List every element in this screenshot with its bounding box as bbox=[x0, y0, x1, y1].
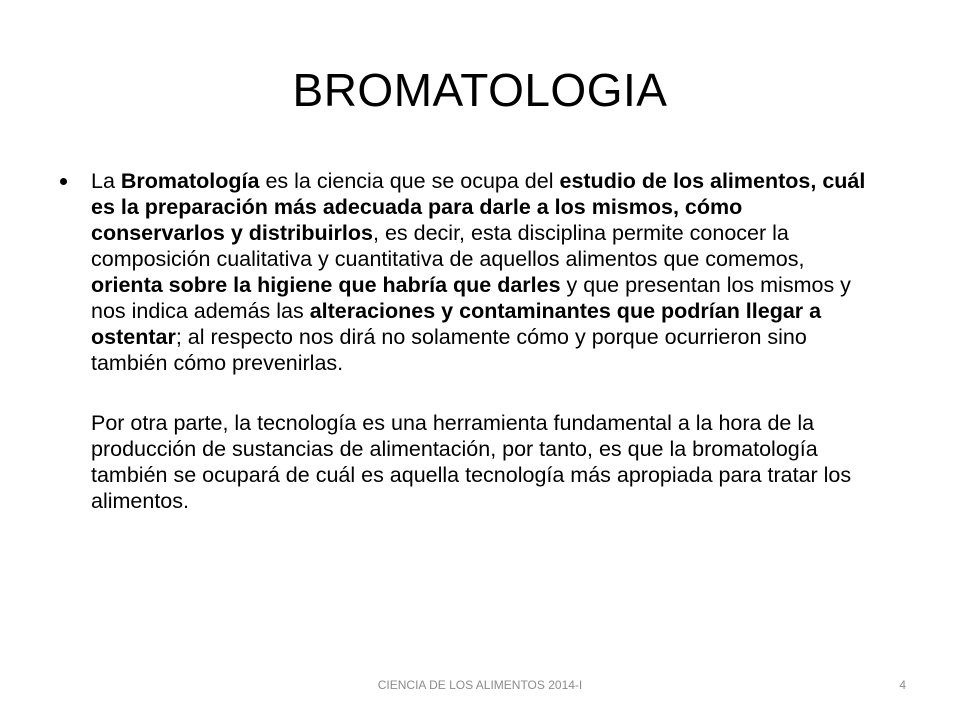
slide-body bbox=[60, 168, 880, 536]
text-run-bold: Bromatología bbox=[120, 169, 260, 193]
page-number: 4 bbox=[899, 678, 906, 692]
text-run: ; al respecto nos dirá no solamente cómo y porque ocurrieron sino también cómo prevenirlas. bbox=[91, 325, 807, 375]
text-run-bold: estudio de los alimentos, cuál es la preparación más adecuada para darle a los mismos, cómo conservarlos y distribuirlos bbox=[91, 169, 866, 245]
bullet-item bbox=[60, 168, 880, 376]
paragraph-technology: Por otra parte, la tecnología es una herramienta fundamental a la hora de la producción de sustancias de alimentación, por tanto, es que la bromatología también se ocupará de cuál es aquella tecnología más apropiada para tratar los alimentos. bbox=[91, 411, 852, 513]
footer-text: CIENCIA DE LOS ALIMENTOS 2014-I bbox=[377, 678, 583, 692]
text-run: es la ciencia que se ocupa del bbox=[259, 169, 560, 193]
text-run: , es decir, esta disciplina permite conocer la composición cualitativa y cuantitativa de aquellos alimentos que comemos, bbox=[91, 221, 805, 271]
paragraph-bromatologia-definition bbox=[91, 168, 880, 376]
text-run: y que presentan los mismos y nos indica además las bbox=[91, 273, 851, 323]
text-run-bold: orienta sobre la higiene que habría que darles bbox=[91, 273, 561, 297]
text-run: La bbox=[91, 169, 121, 193]
bullet-icon bbox=[60, 178, 67, 185]
text-run-bold: alteraciones y contaminantes que podrían llegar a ostentar bbox=[91, 299, 822, 349]
slide-title: BROMATOLOGIA bbox=[292, 64, 668, 116]
